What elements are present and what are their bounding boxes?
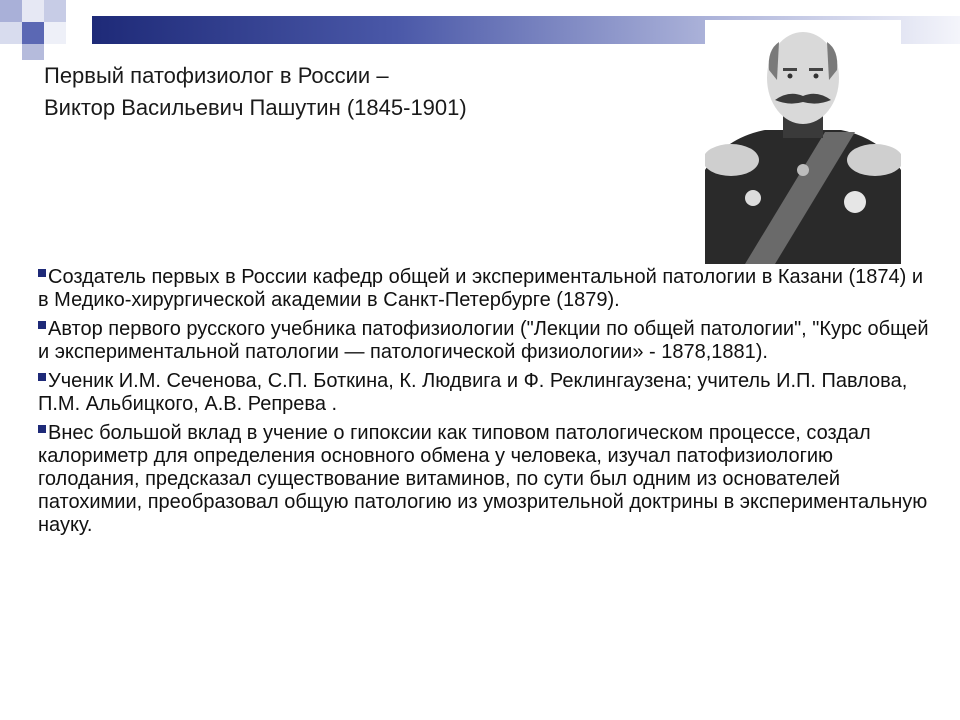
bullet-square-icon xyxy=(38,373,46,381)
decor-square-2 xyxy=(22,0,44,22)
bullet-text: Ученик И.М. Сеченова, С.П. Боткина, К. Людвига и Ф. Реклингаузена; учитель И.П. Павлова, П.М. Альбицкого, А.В. Репрева . xyxy=(38,370,908,415)
portrait-photo xyxy=(705,20,901,264)
decor-square-5 xyxy=(22,22,44,44)
bullet-item xyxy=(34,266,934,312)
bullet-item xyxy=(34,422,934,537)
bullet-item xyxy=(34,318,934,364)
bullet-list xyxy=(34,266,934,543)
bullet-square-icon xyxy=(38,425,46,433)
decor-square-1 xyxy=(0,0,22,22)
bullet-item xyxy=(34,370,934,416)
bullet-square-icon xyxy=(38,321,46,329)
decor-square-4 xyxy=(0,22,22,44)
bullet-square-icon xyxy=(38,269,46,277)
bullet-text: Автор первого русского учебника патофизиологии ("Лекции по общей патологии", "Курс общей и экспериментальной патологии — патологической физиологии» - 1878,1881). xyxy=(38,318,929,363)
title-line-2: Виктор Васильевич Пашутин (1845-1901) xyxy=(44,95,467,120)
bullet-text: Создатель первых в России кафедр общей и экспериментальной патологии в Казани (1874) и в Медико-хирургической академии в Санкт-Петербурге (1879). xyxy=(38,266,924,311)
decor-square-6 xyxy=(44,22,66,44)
slide-title xyxy=(44,60,664,124)
title-line-1: Первый патофизиолог в России – xyxy=(44,63,389,88)
decor-square-3 xyxy=(44,0,66,22)
decor-square-7 xyxy=(22,44,44,60)
bullet-text: Внес большой вклад в учение о гипоксии как типовом патологическом процессе, создал калориметр для определения основного обмена у человека, изучал патофизиологию голодания, предсказал существование витаминов, по сути был одним из основателей патохимии, преобразовал общую патологию из умозрительной доктрины в экспериментальную науку. xyxy=(38,422,928,536)
